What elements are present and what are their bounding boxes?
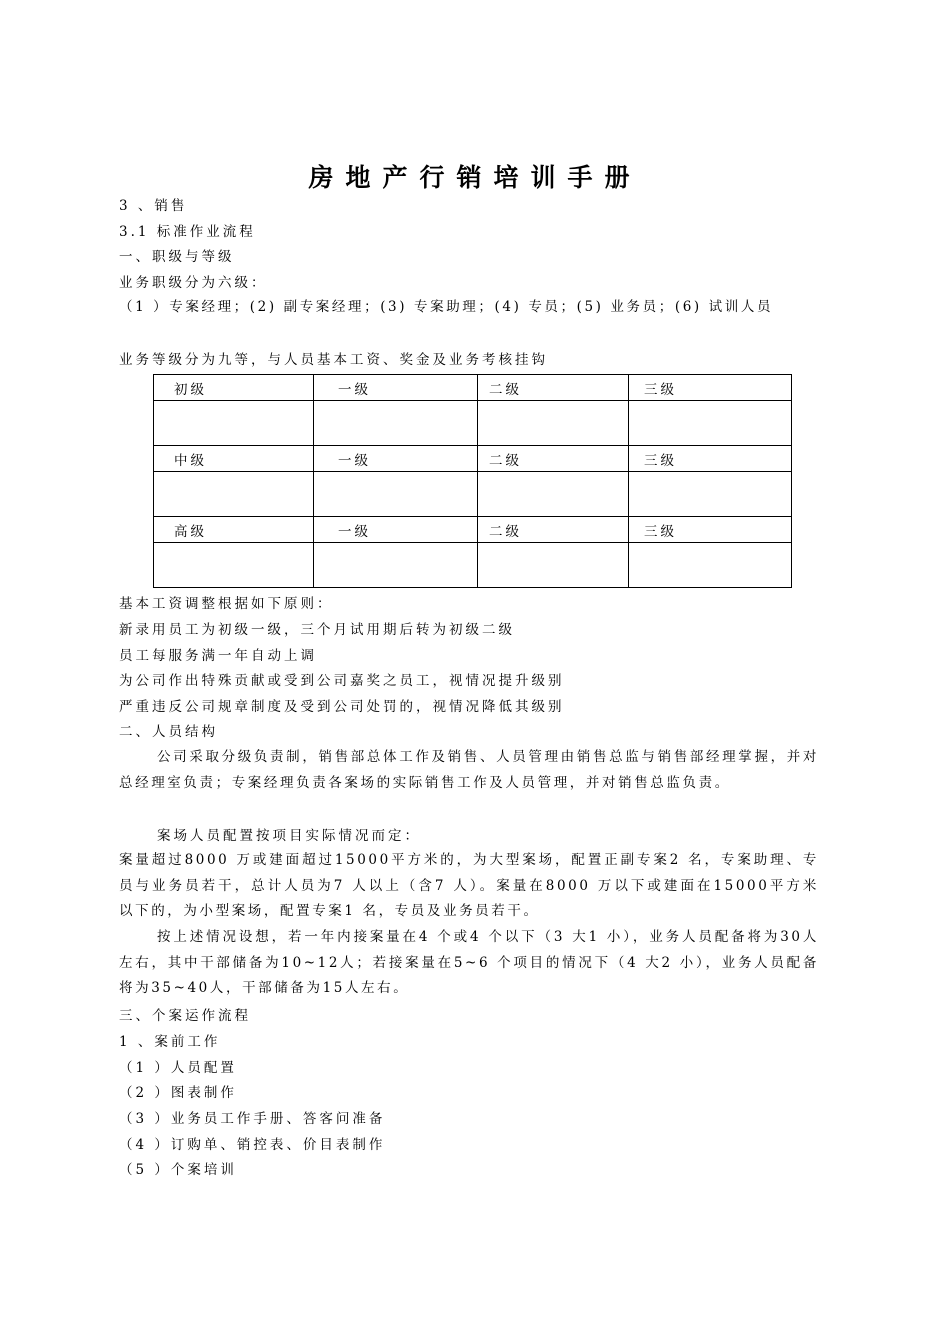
table-cell <box>154 543 314 588</box>
table-cell <box>629 401 792 446</box>
table-cell <box>314 543 478 588</box>
table-row <box>154 375 792 401</box>
grade-table <box>153 374 792 588</box>
table-cell: 三级 <box>629 517 792 543</box>
table-row <box>154 446 792 472</box>
table-cell: 二级 <box>478 517 629 543</box>
table-cell: 高级 <box>154 517 314 543</box>
table-row <box>154 401 792 446</box>
grade-intro: 业务等级分为九等，与人员基本工资、奖金及业务考核挂钩 <box>119 352 548 368</box>
heading-process: 三、个案运作流程 <box>119 1008 251 1024</box>
table-row <box>154 472 792 517</box>
heading-structure: 二、人员结构 <box>119 724 218 740</box>
heading-ranks: 一、职级与等级 <box>119 249 235 265</box>
ranks-list: （1 ）专案经理；(2) 副专案经理；(3) 专案助理；(4) 专员；(5) 业务员；(6) 试训人员 <box>119 299 774 315</box>
text-line: 1 、案前工作 <box>119 1034 221 1050</box>
table-cell <box>154 472 314 517</box>
table-cell <box>154 401 314 446</box>
table-cell <box>629 472 792 517</box>
text-line: 为公司作出特殊贡献或受到公司嘉奖之员工，视情况提升级别 <box>119 673 565 689</box>
table-cell: 初级 <box>154 375 314 401</box>
document-title: 房地产行销培训手册 <box>308 163 642 192</box>
list-item: （2 ）图表制作 <box>119 1085 237 1101</box>
table-cell: 一级 <box>314 517 478 543</box>
table-cell <box>629 543 792 588</box>
paragraph-structure: 公司采取分级负责制，销售部总体工作及销售、人员管理由销售总监与销售部经理掌握，并对总经理室负责；专案经理负责各案场的实际销售工作及人员管理，并对销售总监负责。 <box>119 749 819 791</box>
section-heading-sales: 3 、销售 <box>119 198 188 214</box>
table-cell: 一级 <box>314 446 478 472</box>
list-item: （5 ）个案培训 <box>119 1162 237 1178</box>
table-cell: 三级 <box>629 375 792 401</box>
table-cell <box>478 401 629 446</box>
table-cell: 三级 <box>629 446 792 472</box>
list-item: （3 ）业务员工作手册、答客问准备 <box>119 1111 386 1127</box>
text-line: 业务职级分为六级： <box>119 275 268 291</box>
table-cell: 二级 <box>478 375 629 401</box>
text-line: 案场人员配置按项目实际情况而定： <box>157 828 421 844</box>
table-row <box>154 517 792 543</box>
list-item: （4 ）订购单、销控表、价目表制作 <box>119 1137 386 1153</box>
table-cell <box>314 472 478 517</box>
subsection-heading: 3.1 标准作业流程 <box>119 224 256 240</box>
text-line: 新录用员工为初级一级，三个月试用期后转为初级二级 <box>119 622 515 638</box>
table-cell <box>478 472 629 517</box>
table-cell <box>478 543 629 588</box>
table-cell: 中级 <box>154 446 314 472</box>
table-cell: 二级 <box>478 446 629 472</box>
list-item: （1 ）人员配置 <box>119 1060 237 1076</box>
table-cell <box>314 401 478 446</box>
table-cell: 一级 <box>314 375 478 401</box>
text-line: 基本工资调整根据如下原则： <box>119 596 334 612</box>
text-line: 严重违反公司规章制度及受到公司处罚的，视情况降低其级别 <box>119 699 565 715</box>
table-row <box>154 543 792 588</box>
paragraph-staffing: 案量超过8000 万或建面超过15000平方米的，为大型案场，配置正副专案2 名，专案助理、专员与业务员若干，总计人员为7 人以上（含7 人）。案量在8000 万以下或建面在15000平方米以下的，为小型案场，配置专案1 名，专员及业务员若干。 <box>119 852 819 920</box>
paragraph-estimate: 按上述情况设想，若一年内接案量在4 个或4 个以下（3 大1 小），业务人员配备将为30人左右，其中干部储备为10~12人；若接案量在5~6 个项目的情况下（4 大2 小），业务人员配备将为35~40人，干部储备为15人左右。 <box>119 929 819 997</box>
text-line: 员工每服务满一年自动上调 <box>119 648 317 664</box>
